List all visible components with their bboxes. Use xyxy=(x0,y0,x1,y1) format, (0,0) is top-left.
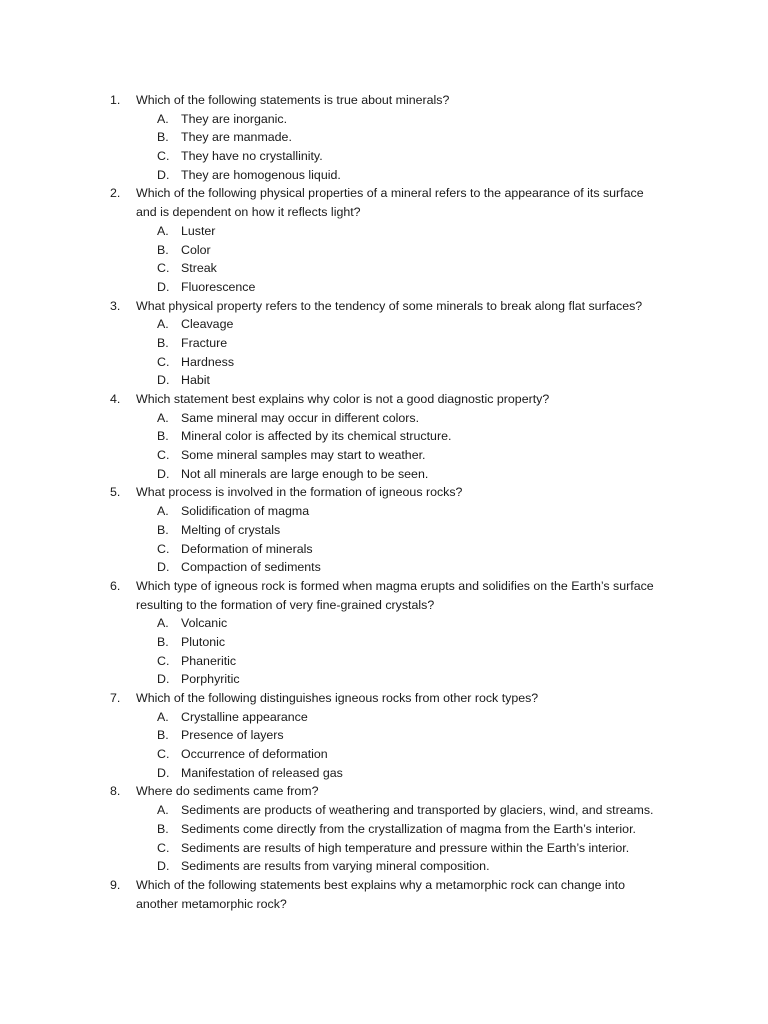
option-text: Sediments come directly from the crystallization of magma from the Earth’s interior. xyxy=(181,821,636,836)
option-text: Plutonic xyxy=(181,634,226,649)
answer-option xyxy=(0,801,768,820)
question-line xyxy=(0,91,768,110)
question-number: 5. xyxy=(110,485,121,500)
option-letter: B. xyxy=(157,522,169,537)
option-letter: C. xyxy=(157,541,170,556)
option-text: Sediments are results of high temperature and pressure within the Earth’s interior. xyxy=(181,840,630,855)
option-letter: C. xyxy=(157,149,170,164)
option-letter: A. xyxy=(157,410,169,425)
answer-option xyxy=(0,278,768,297)
option-letter: B. xyxy=(157,429,169,444)
option-letter: A. xyxy=(157,803,169,818)
answer-option xyxy=(0,409,768,428)
question-number: 3. xyxy=(110,298,121,313)
option-text: Sediments are products of weathering and transported by glaciers, wind, and streams. xyxy=(181,803,654,818)
option-letter: A. xyxy=(157,616,169,631)
question-7 xyxy=(0,689,768,782)
question-text: Which of the following statements is true about minerals? xyxy=(136,93,450,107)
question-line xyxy=(0,895,768,914)
answer-option xyxy=(0,540,768,559)
option-text: Volcanic xyxy=(181,616,228,631)
option-letter: D. xyxy=(157,466,170,481)
option-text: Manifestation of released gas xyxy=(181,765,343,780)
question-number: 7. xyxy=(110,691,121,705)
option-letter: D. xyxy=(157,672,170,687)
option-text: Some mineral samples may start to weather. xyxy=(181,448,426,463)
option-letter: B. xyxy=(157,242,169,257)
answer-option xyxy=(0,839,768,858)
option-letter: A. xyxy=(157,223,169,238)
question-line xyxy=(0,203,768,222)
question-line xyxy=(0,782,768,801)
question-text: Which of the following statements best explains why a metamorphic rock can change into xyxy=(136,877,625,892)
answer-option xyxy=(0,521,768,540)
option-text: Melting of crystals xyxy=(181,522,281,537)
question-number: 2. xyxy=(110,186,121,201)
answer-option xyxy=(0,371,768,390)
answer-option xyxy=(0,315,768,334)
option-letter: B. xyxy=(157,335,169,350)
question-8 xyxy=(0,782,768,875)
option-letter: A. xyxy=(157,111,169,126)
answer-option xyxy=(0,427,768,446)
quiz-page xyxy=(0,91,768,913)
option-text: Occurrence of deformation xyxy=(181,747,328,762)
option-letter: D. xyxy=(157,859,170,874)
option-text: Cleavage xyxy=(181,317,234,332)
answer-option xyxy=(0,502,768,521)
option-letter: B. xyxy=(157,821,169,836)
question-text: What physical property refers to the tendency of some minerals to break along flat surfaces? xyxy=(136,298,643,313)
option-text: They are homogenous liquid. xyxy=(181,167,341,182)
answer-option xyxy=(0,652,768,671)
option-text: Fluorescence xyxy=(181,279,256,294)
option-text: Solidification of magma xyxy=(181,504,310,519)
answer-option xyxy=(0,128,768,147)
question-6 xyxy=(0,577,768,689)
option-letter: A. xyxy=(157,317,169,332)
question-2 xyxy=(0,184,768,296)
option-letter: D. xyxy=(157,279,170,294)
question-text: Where do sediments came from? xyxy=(136,784,319,799)
answer-option xyxy=(0,820,768,839)
question-text: another metamorphic rock? xyxy=(136,896,287,911)
option-text: Fracture xyxy=(181,335,228,350)
answer-option xyxy=(0,745,768,764)
answer-option xyxy=(0,222,768,241)
answer-option xyxy=(0,708,768,727)
answer-option xyxy=(0,764,768,783)
question-text: Which type of igneous rock is formed when magma erupts and solidifies on the Earth’s surface xyxy=(136,578,654,593)
option-letter: B. xyxy=(157,634,169,649)
option-letter: D. xyxy=(157,167,170,182)
option-letter: D. xyxy=(157,373,170,388)
question-3 xyxy=(0,297,768,390)
option-text: Crystalline appearance xyxy=(181,709,308,724)
option-text: Habit xyxy=(181,373,210,388)
question-text: Which of the following distinguishes igneous rocks from other rock types? xyxy=(136,691,539,705)
answer-option xyxy=(0,446,768,465)
option-letter: C. xyxy=(157,840,170,855)
answer-option xyxy=(0,614,768,633)
option-text: Deformation of minerals xyxy=(181,541,313,556)
question-list xyxy=(0,91,768,913)
option-letter: C. xyxy=(157,354,170,369)
option-text: Sediments are results from varying mineral composition. xyxy=(181,859,490,874)
option-letter: B. xyxy=(157,728,169,743)
option-text: Mineral color is affected by its chemical structure. xyxy=(181,429,452,444)
answer-option xyxy=(0,857,768,876)
option-text: They are manmade. xyxy=(181,130,292,145)
option-text: Compaction of sediments xyxy=(181,560,321,575)
question-line xyxy=(0,390,768,409)
question-text: resulting to the formation of very fine-grained crystals? xyxy=(136,597,435,612)
option-text: Streak xyxy=(181,261,217,276)
question-text: Which statement best explains why color is not a good diagnostic property? xyxy=(136,392,550,406)
option-text: Phaneritic xyxy=(181,653,237,668)
question-line xyxy=(0,297,768,316)
answer-option xyxy=(0,353,768,372)
question-number: 9. xyxy=(110,877,121,892)
question-number: 4. xyxy=(110,392,121,406)
option-letter: C. xyxy=(157,448,170,463)
option-letter: C. xyxy=(157,747,170,762)
option-letter: D. xyxy=(157,560,170,575)
answer-option xyxy=(0,726,768,745)
option-letter: D. xyxy=(157,765,170,780)
question-line xyxy=(0,483,768,502)
option-text: They have no crystallinity. xyxy=(181,149,323,164)
answer-option xyxy=(0,633,768,652)
option-text: Presence of layers xyxy=(181,728,284,743)
answer-option xyxy=(0,558,768,577)
question-1 xyxy=(0,91,768,184)
option-text: Not all minerals are large enough to be seen. xyxy=(181,466,429,481)
question-line xyxy=(0,577,768,596)
answer-option xyxy=(0,147,768,166)
option-text: Porphyritic xyxy=(181,672,240,687)
question-9 xyxy=(0,876,768,913)
answer-option xyxy=(0,259,768,278)
option-text: Luster xyxy=(181,223,216,238)
question-line xyxy=(0,596,768,615)
answer-option xyxy=(0,110,768,129)
option-text: Same mineral may occur in different colors. xyxy=(181,410,420,425)
question-number: 8. xyxy=(110,784,121,799)
question-number: 6. xyxy=(110,578,121,593)
option-letter: B. xyxy=(157,130,169,145)
question-line xyxy=(0,689,768,708)
option-letter: C. xyxy=(157,261,170,276)
option-text: Color xyxy=(181,242,211,257)
answer-option xyxy=(0,166,768,185)
option-text: Hardness xyxy=(181,354,235,369)
answer-option xyxy=(0,241,768,260)
answer-option xyxy=(0,670,768,689)
question-line xyxy=(0,876,768,895)
option-letter: A. xyxy=(157,709,169,724)
question-line xyxy=(0,184,768,203)
question-4 xyxy=(0,390,768,483)
question-text: Which of the following physical properties of a mineral refers to the appearance of its surface xyxy=(136,186,644,201)
question-text: What process is involved in the formation of igneous rocks? xyxy=(136,485,463,500)
option-text: They are inorganic. xyxy=(181,111,288,126)
option-letter: A. xyxy=(157,504,169,519)
answer-option xyxy=(0,465,768,484)
answer-option xyxy=(0,334,768,353)
option-letter: C. xyxy=(157,653,170,668)
question-text: and is dependent on how it reflects light? xyxy=(136,205,361,220)
question-number: 1. xyxy=(110,93,121,107)
question-5 xyxy=(0,483,768,576)
